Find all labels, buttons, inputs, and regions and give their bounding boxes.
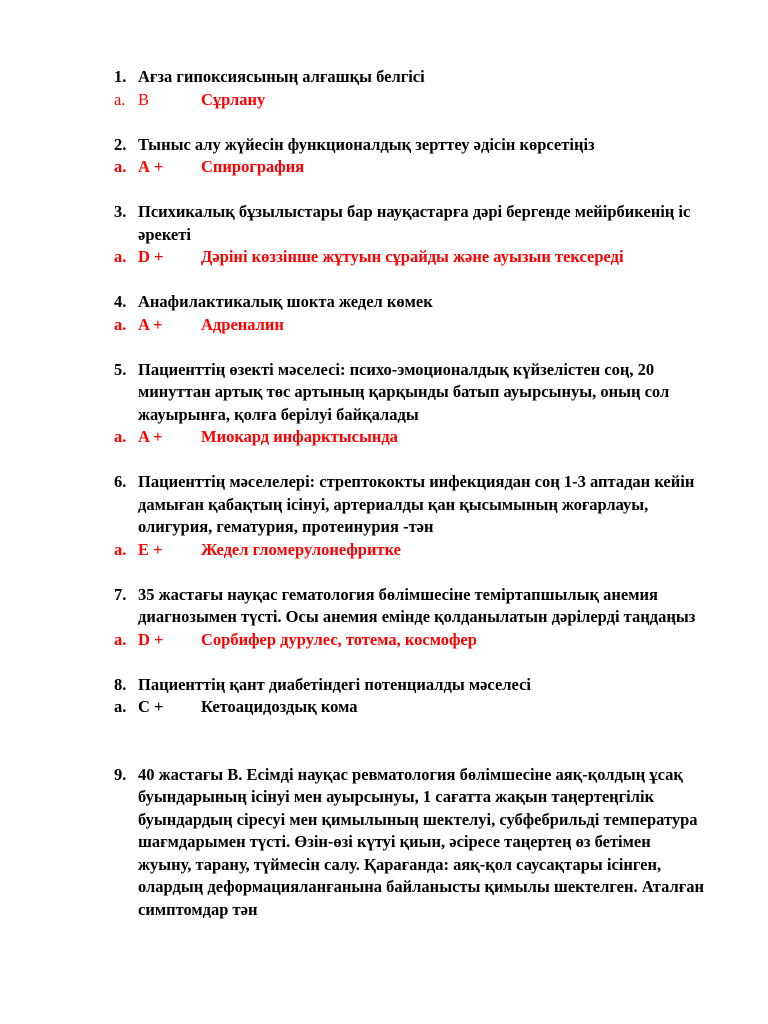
answer-code: D + [138, 629, 164, 649]
answer-text: Кетоацидоздық кома [201, 697, 358, 716]
question-number: 9. [114, 764, 127, 784]
answer-letter: a. [114, 314, 127, 334]
question-item [0, 66, 768, 111]
answer-line [0, 696, 768, 719]
question-item [0, 674, 768, 719]
answer-code: A + [138, 314, 163, 334]
question-text: 5. Пациенттің өзекті мәселесі: психо-эмоционалдық күйзелістен соң, 20 минуттан артық төс артының қарқынды батып ауырсынуы, оның сол жауырынға, қолға берілуі байқалады [114, 359, 670, 424]
answer-letter: a. [114, 157, 127, 176]
answer-text: Адреналин [201, 314, 284, 334]
answer-text: Миокард инфарктысында [201, 427, 398, 446]
answer-line [0, 156, 768, 179]
answer-text: Жедел гломерулонефритке [201, 539, 402, 559]
answer-text: Сорбифер дурулес, тотема, космофер [201, 629, 477, 649]
answer-letter: a. [114, 89, 126, 109]
answer-letter: a. [114, 539, 127, 559]
answer-line [0, 426, 768, 449]
answer-code: A + [138, 427, 163, 446]
question-number: 8. [114, 674, 127, 694]
question-number: 4. [114, 292, 127, 311]
question-text: 7. 35 жастағы науқас гематология бөлімшесіне теміртапшылық анемия диагнозымен түсті. Осы анемия емінде қолданылатын дәрілерді таңдаңыз [114, 584, 696, 626]
document-page [0, 66, 768, 944]
answer-letter: a. [114, 427, 127, 446]
question-item [0, 764, 768, 922]
answer-code: D + [138, 247, 164, 266]
question-item [0, 134, 768, 179]
answer-line [0, 539, 768, 562]
question-number: 2. [114, 134, 127, 154]
answer-text: Спирография [201, 157, 305, 176]
answer-line [0, 629, 768, 652]
question-item [0, 359, 768, 449]
question-item [0, 291, 768, 336]
answer-code: E + [138, 539, 163, 559]
answer-line [0, 246, 768, 269]
question-text: 3. Психикалық бұзылыстары бар науқастарға дәрі бергенде мейірбикенің іс әрекеті [114, 202, 691, 244]
question-text: 4. Анафилактикалық шокта жедел көмек [0, 291, 768, 314]
answer-line [0, 89, 768, 112]
question-text: 2. Тыныс алу жүйесін функционалдық зерттеу әдісін көрсетіңіз [0, 134, 768, 157]
answer-code: C + [138, 697, 164, 716]
answer-letter: a. [114, 697, 127, 716]
question-text: 9. 40 жастағы В. Есімді науқас ревматология бөлімшесіне аяқ-қолдың ұсақ буындарының ісінуі мен ауырсынуы, 1 сағатта жақын таңертеңгілік буындардың сіресуі мен қимылының шектелуі, субфебрильді температура шағмдарымен түсті. Өзін-өзі күтуі қиын, әсіресе таңертең өз бетімен жуыну, тарану, түймесін салу. Қарағанда: аяқ-қол саусақтары ісінген, олардың деформацияланғанына байланысты қимылы шектелген. Аталған симптомдар тән [114, 764, 705, 919]
question-number: 1. [114, 67, 127, 86]
answer-text: Дәріні көззінше жұтуын сұрайды және ауызын тексереді [201, 247, 624, 266]
answer-letter: a. [114, 629, 127, 649]
question-text: 1. Ағза гипоксиясының алғашқы белгісі [0, 66, 768, 89]
question-number: 7. [114, 584, 127, 604]
question-text: 6. Пациенттің мәселелері: стрептококты инфекциядан соң 1-3 аптадан кейін дамыған қабақтың ісінуі, артериалды қан қысымының жоғарлауы, олигурия, гематурия, протеинурия -тән [114, 472, 695, 536]
question-number: 5. [114, 359, 127, 379]
answer-line [0, 314, 768, 337]
question-text: 8. Пациенттің қант диабетіндегі потенциалды мәселесі [0, 674, 768, 697]
question-number: 3. [114, 202, 127, 221]
answer-code: В [138, 89, 150, 109]
question-item [0, 584, 768, 652]
question-item [0, 471, 768, 561]
answer-letter: a. [114, 247, 127, 266]
question-number: 6. [114, 472, 127, 491]
answer-text: Сұрлану [201, 89, 266, 109]
question-item [0, 201, 768, 269]
answer-code: А + [138, 157, 164, 176]
